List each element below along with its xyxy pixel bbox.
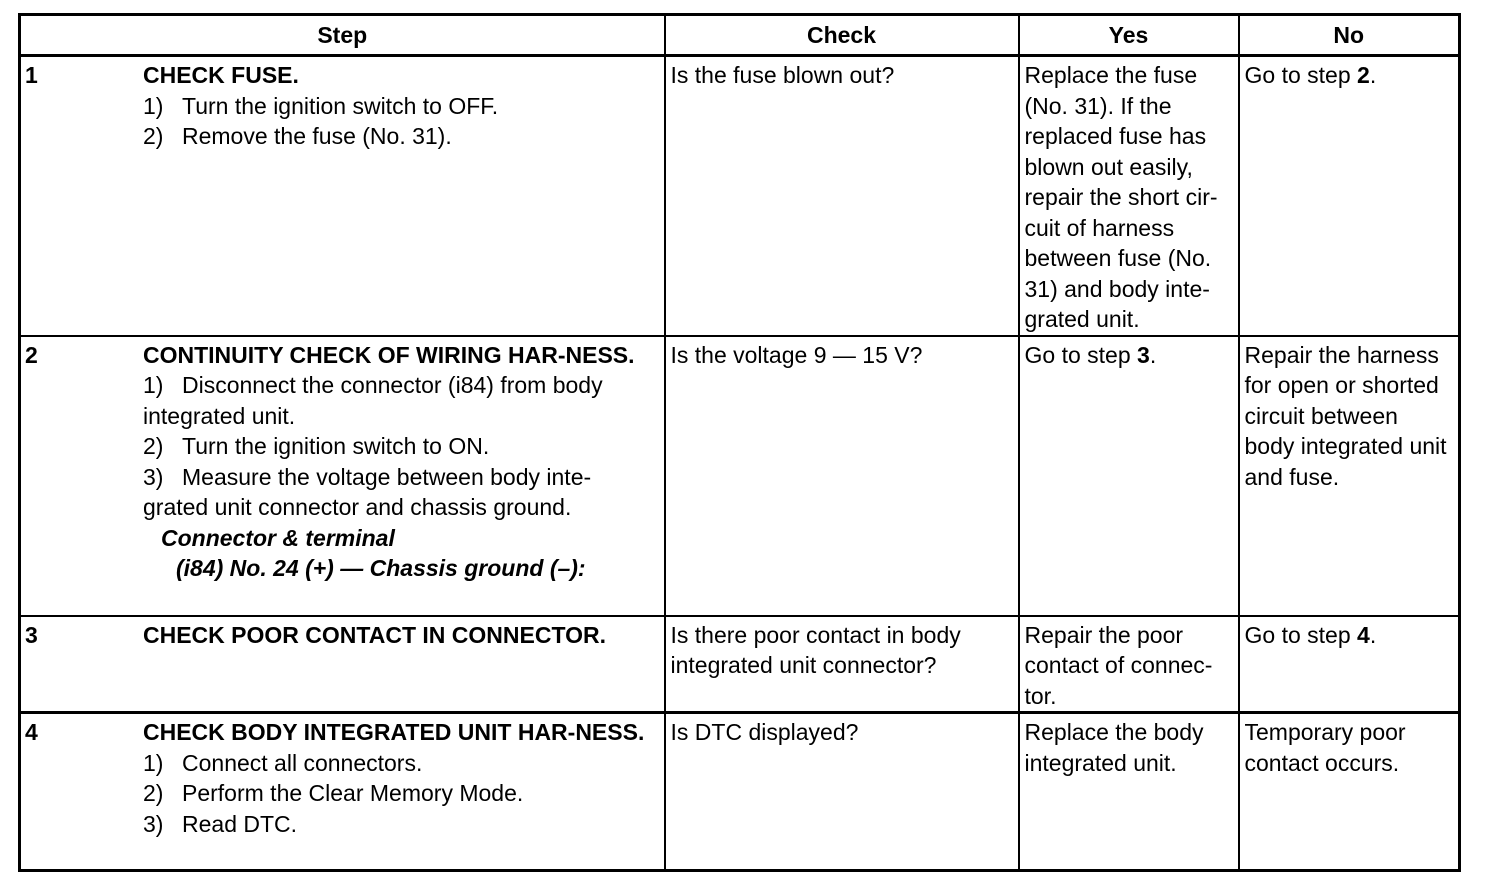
table-row (20, 616, 1460, 713)
step-number: 4 (25, 719, 38, 745)
sub-step-text: Disconnect the connector (i84) from body integrated unit. (143, 372, 603, 429)
sub-step-text: Connect all connectors. (182, 749, 423, 776)
step-cell (20, 616, 665, 713)
yes-cell (1019, 616, 1239, 713)
header-no: No (1239, 15, 1460, 56)
step-cell (20, 713, 665, 871)
no-cell (1239, 56, 1460, 336)
sub-step (143, 462, 654, 523)
step-title: CONTINUITY CHECK OF WIRING HAR-NESS. (143, 341, 635, 368)
header-yes: Yes (1019, 15, 1239, 56)
yes-cell (1019, 713, 1239, 871)
no-text: Go to step 2. (1244, 62, 1377, 88)
sub-step (143, 809, 654, 840)
step-number: 2 (25, 341, 38, 368)
yes-cell (1019, 336, 1239, 616)
sub-step (143, 121, 654, 152)
no-text: Go to step 4. (1244, 621, 1377, 648)
yes-text: Replace the body integrated unit. (1024, 719, 1204, 776)
check-text: Is there poor contact in body integrated unit connector? (670, 621, 961, 678)
sub-step-text: Turn the ignition switch to ON. (182, 433, 490, 459)
condition-label: Connector & terminal (161, 524, 395, 551)
sub-step (143, 91, 654, 122)
condition-value: (i84) No. 24 (+) — Chassis ground (–): (176, 555, 586, 581)
goto-step-number: 4 (1357, 621, 1370, 648)
table-header-row (20, 15, 1460, 56)
sub-step-number: 3) (143, 463, 164, 490)
check-cell (665, 713, 1019, 871)
step-title: CHECK FUSE. (143, 62, 299, 88)
sub-step-number: 3) (143, 810, 164, 837)
sub-step-text: Measure the voltage between body inte-grated unit connector and chassis ground. (143, 463, 592, 520)
table-row (20, 56, 1460, 336)
header-check: Check (665, 15, 1019, 56)
step-cell (20, 56, 665, 336)
sub-step-text: Remove the fuse (No. 31). (182, 123, 452, 149)
no-cell (1239, 616, 1460, 713)
no-text: Repair the harness for open or shorted circuit between body integrated unit and fuse. (1244, 341, 1447, 490)
sub-step-number: 2) (143, 433, 164, 459)
step-number: 1 (25, 62, 38, 88)
no-text: Temporary poor contact occurs. (1244, 719, 1406, 776)
yes-text: Repair the poor contact of connec-tor. (1024, 621, 1213, 709)
yes-text: Go to step 3. (1024, 341, 1157, 368)
sub-step-number: 2) (143, 780, 164, 806)
sub-step-text: Turn the ignition switch to OFF. (182, 92, 499, 119)
diagnostic-table (18, 13, 1461, 872)
header-step: Step (20, 15, 665, 56)
yes-text: Replace the fuse (No. 31). If the replaced fuse has blown out easily, repair the short cir-cuit of harness between fuse (No. 31) and body inte-grated unit. (1024, 62, 1218, 332)
check-cell (665, 56, 1019, 336)
no-cell (1239, 713, 1460, 871)
sub-step (143, 778, 654, 809)
check-text: Is the voltage 9 — 15 V? (670, 341, 923, 368)
check-cell (665, 616, 1019, 713)
step-number: 3 (25, 621, 38, 648)
check-cell (665, 336, 1019, 616)
sub-step-text: Read DTC. (182, 810, 298, 837)
table-row (20, 713, 1460, 871)
sub-step (143, 370, 654, 431)
sub-step-number: 1) (143, 372, 164, 398)
sub-step (143, 748, 654, 779)
no-cell (1239, 336, 1460, 616)
step-cell (20, 336, 665, 616)
goto-step-number: 2 (1357, 62, 1370, 88)
step-title: CHECK BODY INTEGRATED UNIT HAR-NESS. (143, 719, 645, 745)
table-row (20, 336, 1460, 616)
sub-step-text: Perform the Clear Memory Mode. (182, 780, 524, 806)
step-title: CHECK POOR CONTACT IN CONNECTOR. (143, 621, 606, 648)
diagnostic-table-container (18, 13, 1458, 869)
sub-step-number: 1) (143, 749, 164, 776)
sub-step-number: 1) (143, 92, 164, 119)
check-text: Is DTC displayed? (670, 719, 859, 745)
goto-step-number: 3 (1137, 341, 1150, 368)
sub-step-number: 2) (143, 123, 164, 149)
check-text: Is the fuse blown out? (670, 62, 895, 88)
sub-step (143, 431, 654, 462)
yes-cell (1019, 56, 1239, 336)
